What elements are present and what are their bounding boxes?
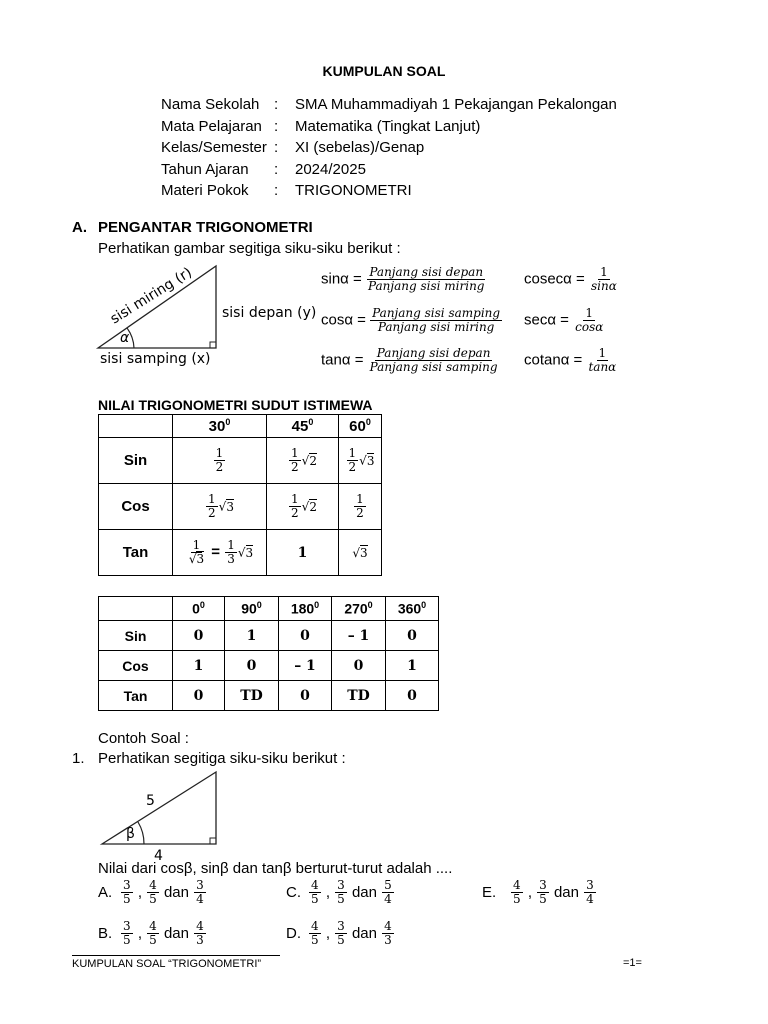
info-row: Nama Sekolah : SMA Muhammadiyah 1 Pekajangan Pekalongan	[161, 96, 617, 114]
example-heading: Contoh Soal :	[98, 730, 189, 747]
question-1-text: Nilai dari cosβ, sinβ dan tanβ berturut-turut adalah ....	[98, 860, 453, 877]
ratio-cos: cosα = $\frac{\text{Panjang sisi samping}}{\text{Panjang sisi miring}}$	[321, 306, 501, 334]
option-a[interactable]: A. 3 5 , 4 5 dan 3 4	[98, 878, 204, 906]
page-title: KUMPULAN SOAL	[322, 63, 446, 79]
question-1: 1. Perhatikan segitiga siku-siku berikut :	[72, 750, 346, 767]
info-block	[161, 94, 617, 202]
option-b[interactable]: B. 3 5 , 4 5 dan 4 3	[98, 919, 204, 947]
info-row: Tahun Ajaran : 2024/2025	[161, 160, 366, 178]
ratio-sec: secα = $\frac{1}{\cos\alpha}$	[524, 306, 604, 334]
quadrant-angles-table: $0^0$ $90^0$ $180^0$ $270^0$ $360^0$ Sin 0 1 0 – 1 0 Cos 1 0 – 1 0 1 Tan 0 TD 0 TD 0	[98, 596, 439, 711]
angle-alpha-label: α	[120, 330, 130, 346]
angle-beta-label: β	[126, 826, 135, 842]
hypotenuse-5-label: 5	[146, 793, 155, 809]
option-d[interactable]: D. 4 5 , 3 5 dan 4 3	[286, 919, 392, 947]
table-row: Sin $\frac{1}{2}$ $\frac{1}{2}$ √2 $\frac{1}{2}$ √3	[99, 438, 382, 484]
ratio-cosec: cosecα = $\frac{1}{\sin\alpha}$	[524, 265, 617, 293]
ratio-sin: sinα = $\frac{\text{Panjang sisi depan}}{\text{Panjang sisi miring}}$	[321, 265, 485, 293]
opposite-label: sisi depan (y)	[222, 305, 317, 321]
info-row: Kelas/Semester : XI (sebelas)/Genap	[161, 139, 425, 157]
special-angles-table: $30^0$ $45^0$ $60^0$ Sin $\frac{1}{2}$ $\frac{1}{2}$ √2 $\frac{1}{2}$ √3 Cos $\frac{1}{2}$ √3 $\frac{1}{2}$ √2 $\frac{1}{2}$ Tan $\frac{1}{√3}$ = $\frac{1}{3}$ √3 1 √3	[98, 414, 382, 576]
triangle-beta-diagram	[98, 768, 222, 864]
option-e[interactable]: E. 4 5 , 3 5 dan 3 4	[482, 878, 594, 906]
table-row: Cos $\frac{1}{2}$ √3 $\frac{1}{2}$ √2 $\frac{1}{2}$	[99, 484, 382, 530]
footer-title: KUMPULAN SOAL “TRIGONOMETRI”	[72, 955, 280, 970]
table-row: Tan $\frac{1}{√3}$ = $\frac{1}{3}$ √3 1 √3	[99, 530, 382, 576]
section-a-intro: Perhatikan gambar segitiga siku-siku berikut :	[98, 240, 401, 257]
section-a-heading: A. PENGANTAR TRIGONOMETRI	[72, 219, 313, 236]
info-row: Materi Pokok : TRIGONOMETRI	[161, 182, 412, 200]
hypotenuse-label: sisi miring (r)	[107, 264, 195, 328]
option-c[interactable]: C. 4 5 , 3 5 dan 5 4	[286, 878, 392, 906]
triangle-diagram	[94, 262, 326, 368]
table-row: Tan 0 TD 0 TD 0	[99, 681, 439, 711]
base-4-label: 4	[154, 848, 163, 864]
table-row: Sin 0 1 0 – 1 0	[99, 621, 439, 651]
special-angles-heading: NILAI TRIGONOMETRI SUDUT ISTIMEWA	[98, 397, 373, 413]
info-row: Mata Pelajaran : Matematika (Tingkat Lanjut)	[161, 117, 481, 135]
ratio-tan: tanα = $\frac{\text{Panjang sisi depan}}{\text{Panjang sisi samping}}$	[321, 346, 498, 374]
table-row: Cos 1 0 – 1 0 1	[99, 651, 439, 681]
page-number: =1=	[623, 957, 642, 969]
adjacent-label: sisi samping (x)	[100, 351, 211, 367]
ratio-cotan: cotanα = $\frac{1}{\tan\alpha}$	[524, 346, 617, 374]
